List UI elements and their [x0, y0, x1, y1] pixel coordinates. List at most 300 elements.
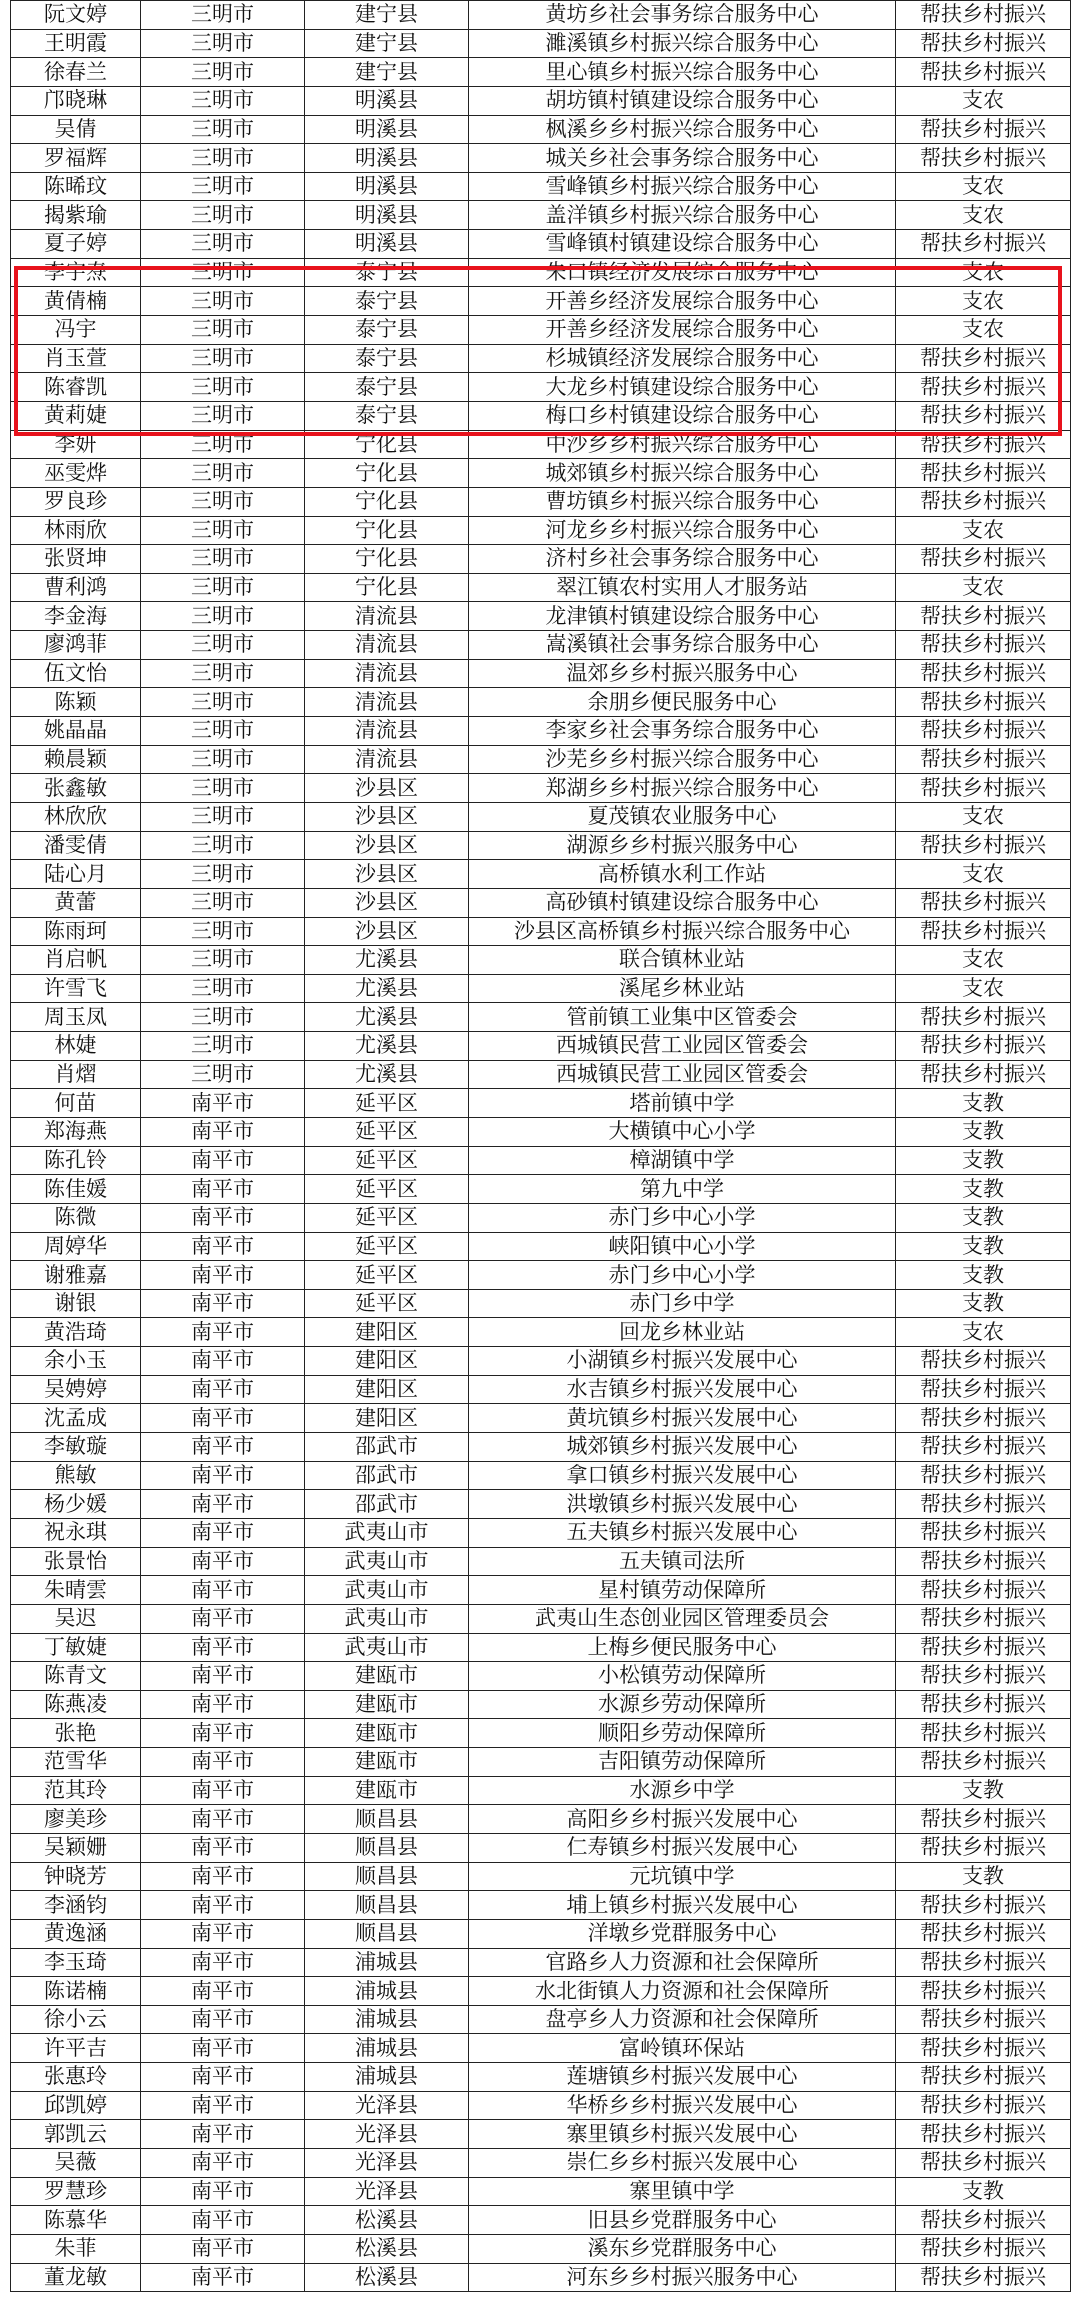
unit-cell: 富岭镇环保站 [469, 2034, 896, 2063]
table-row [11, 2206, 1071, 2235]
name-cell: 罗良珍 [11, 487, 141, 516]
city-cell: 三明市 [141, 602, 305, 631]
table-row [11, 2149, 1071, 2178]
county-cell: 建瓯市 [305, 1662, 469, 1691]
city-cell: 南平市 [141, 1461, 305, 1490]
county-cell: 延平区 [305, 1089, 469, 1118]
table-row [11, 1518, 1071, 1547]
city-cell: 三明市 [141, 688, 305, 717]
county-cell: 延平区 [305, 1117, 469, 1146]
county-cell: 松溪县 [305, 2234, 469, 2263]
unit-cell: 上梅乡便民服务中心 [469, 1633, 896, 1662]
county-cell: 建阳区 [305, 1404, 469, 1433]
unit-cell: 寨里镇乡村振兴发展中心 [469, 2120, 896, 2149]
county-cell: 光泽县 [305, 2149, 469, 2178]
type-cell: 帮扶乡村振兴 [896, 1690, 1071, 1719]
city-cell: 南平市 [141, 1834, 305, 1863]
unit-cell: 塔前镇中学 [469, 1089, 896, 1118]
type-cell: 帮扶乡村振兴 [896, 659, 1071, 688]
name-cell: 郭凯云 [11, 2120, 141, 2149]
name-cell: 张鑫敏 [11, 774, 141, 803]
city-cell: 三明市 [141, 1003, 305, 1032]
unit-cell: 城郊镇乡村振兴发展中心 [469, 1433, 896, 1462]
name-cell: 肖启帆 [11, 946, 141, 975]
type-cell: 帮扶乡村振兴 [896, 344, 1071, 373]
table-row [11, 745, 1071, 774]
city-cell: 南平市 [141, 1261, 305, 1290]
table-row [11, 29, 1071, 58]
table-row [11, 1690, 1071, 1719]
unit-cell: 溪尾乡林业站 [469, 974, 896, 1003]
county-cell: 尤溪县 [305, 1003, 469, 1032]
table-row [11, 2005, 1071, 2034]
county-cell: 尤溪县 [305, 1060, 469, 1089]
unit-cell: 赤门乡中学 [469, 1289, 896, 1318]
county-cell: 顺昌县 [305, 1862, 469, 1891]
type-cell: 支农 [896, 86, 1071, 115]
city-cell: 南平市 [141, 1948, 305, 1977]
city-cell: 三明市 [141, 487, 305, 516]
table-row [11, 946, 1071, 975]
county-cell: 延平区 [305, 1289, 469, 1318]
name-cell: 董龙敏 [11, 2263, 141, 2292]
unit-cell: 高砂镇村镇建设综合服务中心 [469, 888, 896, 917]
county-cell: 顺昌县 [305, 1834, 469, 1863]
unit-cell: 开善乡经济发展综合服务中心 [469, 316, 896, 345]
type-cell: 帮扶乡村振兴 [896, 29, 1071, 58]
unit-cell: 华桥乡乡村振兴发展中心 [469, 2091, 896, 2120]
table-row [11, 917, 1071, 946]
county-cell: 武夷山市 [305, 1576, 469, 1605]
county-cell: 延平区 [305, 1146, 469, 1175]
table-row [11, 1318, 1071, 1347]
table-row [11, 1, 1071, 30]
type-cell: 支农 [896, 172, 1071, 201]
name-cell: 范其玲 [11, 1776, 141, 1805]
county-cell: 明溪县 [305, 201, 469, 230]
type-cell: 帮扶乡村振兴 [896, 1547, 1071, 1576]
type-cell: 帮扶乡村振兴 [896, 745, 1071, 774]
unit-cell: 武夷山生态创业园区管理委员会 [469, 1604, 896, 1633]
type-cell: 支农 [896, 1318, 1071, 1347]
table-row [11, 373, 1071, 402]
table-row [11, 344, 1071, 373]
type-cell: 帮扶乡村振兴 [896, 917, 1071, 946]
name-cell: 巫雯烨 [11, 459, 141, 488]
type-cell: 帮扶乡村振兴 [896, 373, 1071, 402]
type-cell: 帮扶乡村振兴 [896, 831, 1071, 860]
type-cell: 帮扶乡村振兴 [896, 1404, 1071, 1433]
county-cell: 沙县区 [305, 917, 469, 946]
unit-cell: 西城镇民营工业园区管委会 [469, 1060, 896, 1089]
name-cell: 徐小云 [11, 2005, 141, 2034]
table-row [11, 2034, 1071, 2063]
unit-cell: 洪墩镇乡村振兴发展中心 [469, 1490, 896, 1519]
name-cell: 黄倩楠 [11, 287, 141, 316]
name-cell: 许平吉 [11, 2034, 141, 2063]
city-cell: 三明市 [141, 917, 305, 946]
county-cell: 浦城县 [305, 2063, 469, 2092]
type-cell: 帮扶乡村振兴 [896, 459, 1071, 488]
county-cell: 泰宁县 [305, 258, 469, 287]
unit-cell: 龙津镇村镇建设综合服务中心 [469, 602, 896, 631]
city-cell: 南平市 [141, 1433, 305, 1462]
type-cell: 帮扶乡村振兴 [896, 2206, 1071, 2235]
name-cell: 徐春兰 [11, 58, 141, 87]
name-cell: 祝永琪 [11, 1518, 141, 1547]
name-cell: 沈孟成 [11, 1404, 141, 1433]
unit-cell: 顺阳乡劳动保障所 [469, 1719, 896, 1748]
type-cell: 帮扶乡村振兴 [896, 545, 1071, 574]
name-cell: 李敏璇 [11, 1433, 141, 1462]
name-cell: 朱菲 [11, 2234, 141, 2263]
name-cell: 黄蕾 [11, 888, 141, 917]
type-cell: 支教 [896, 1862, 1071, 1891]
table-row [11, 631, 1071, 660]
county-cell: 浦城县 [305, 2034, 469, 2063]
county-cell: 清流县 [305, 717, 469, 746]
county-cell: 邵武市 [305, 1433, 469, 1462]
unit-cell: 李家乡社会事务综合服务中心 [469, 717, 896, 746]
table-row [11, 1919, 1071, 1948]
type-cell: 帮扶乡村振兴 [896, 1719, 1071, 1748]
table-row [11, 1289, 1071, 1318]
type-cell: 帮扶乡村振兴 [896, 688, 1071, 717]
city-cell: 三明市 [141, 631, 305, 660]
city-cell: 南平市 [141, 1604, 305, 1633]
type-cell: 帮扶乡村振兴 [896, 631, 1071, 660]
type-cell: 帮扶乡村振兴 [896, 1805, 1071, 1834]
unit-cell: 盘亭乡人力资源和社会保障所 [469, 2005, 896, 2034]
city-cell: 三明市 [141, 946, 305, 975]
name-cell: 张艳 [11, 1719, 141, 1748]
unit-cell: 吉阳镇劳动保障所 [469, 1748, 896, 1777]
county-cell: 浦城县 [305, 1977, 469, 2006]
table-row [11, 1060, 1071, 1089]
table-row [11, 58, 1071, 87]
unit-cell: 西城镇民营工业园区管委会 [469, 1032, 896, 1061]
name-cell: 肖玉萱 [11, 344, 141, 373]
table-row [11, 974, 1071, 1003]
name-cell: 王明霞 [11, 29, 141, 58]
table-row [11, 1662, 1071, 1691]
county-cell: 建宁县 [305, 29, 469, 58]
county-cell: 顺昌县 [305, 1891, 469, 1920]
unit-cell: 大横镇中心小学 [469, 1117, 896, 1146]
table-row [11, 1490, 1071, 1519]
county-cell: 泰宁县 [305, 373, 469, 402]
table-row [11, 1891, 1071, 1920]
name-cell: 夏子婷 [11, 230, 141, 259]
city-cell: 南平市 [141, 1547, 305, 1576]
unit-cell: 回龙乡林业站 [469, 1318, 896, 1347]
city-cell: 南平市 [141, 1203, 305, 1232]
type-cell: 帮扶乡村振兴 [896, 1490, 1071, 1519]
city-cell: 三明市 [141, 1, 305, 30]
city-cell: 南平市 [141, 1089, 305, 1118]
city-cell: 南平市 [141, 1805, 305, 1834]
name-cell: 曹利鸿 [11, 573, 141, 602]
table-row [11, 115, 1071, 144]
city-cell: 三明市 [141, 172, 305, 201]
name-cell: 伍文怡 [11, 659, 141, 688]
type-cell: 支农 [896, 516, 1071, 545]
name-cell: 陆心月 [11, 860, 141, 889]
unit-cell: 盖洋镇乡村振兴综合服务中心 [469, 201, 896, 230]
type-cell: 支农 [896, 258, 1071, 287]
county-cell: 泰宁县 [305, 344, 469, 373]
unit-cell: 赤门乡中心小学 [469, 1203, 896, 1232]
table-row [11, 487, 1071, 516]
county-cell: 建瓯市 [305, 1690, 469, 1719]
name-cell: 陈诺楠 [11, 1977, 141, 2006]
table-row [11, 230, 1071, 259]
table-row [11, 1576, 1071, 1605]
unit-cell: 曹坊镇乡村振兴综合服务中心 [469, 487, 896, 516]
county-cell: 武夷山市 [305, 1518, 469, 1547]
name-cell: 李玉琦 [11, 1948, 141, 1977]
name-cell: 冯宇 [11, 316, 141, 345]
table-row [11, 2120, 1071, 2149]
table-row [11, 2063, 1071, 2092]
type-cell: 帮扶乡村振兴 [896, 1433, 1071, 1462]
type-cell: 帮扶乡村振兴 [896, 58, 1071, 87]
county-cell: 泰宁县 [305, 287, 469, 316]
city-cell: 南平市 [141, 1919, 305, 1948]
city-cell: 三明市 [141, 831, 305, 860]
name-cell: 潘雯倩 [11, 831, 141, 860]
city-cell: 南平市 [141, 1891, 305, 1920]
city-cell: 南平市 [141, 2091, 305, 2120]
table-body [11, 1, 1071, 2292]
city-cell: 三明市 [141, 373, 305, 402]
unit-cell: 旧县乡党群服务中心 [469, 2206, 896, 2235]
name-cell: 黄浩琦 [11, 1318, 141, 1347]
county-cell: 宁化县 [305, 430, 469, 459]
county-cell: 沙县区 [305, 888, 469, 917]
unit-cell: 洋墩乡党群服务中心 [469, 1919, 896, 1948]
county-cell: 光泽县 [305, 2120, 469, 2149]
name-cell: 林雨欣 [11, 516, 141, 545]
type-cell: 支农 [896, 802, 1071, 831]
table-row [11, 287, 1071, 316]
type-cell: 帮扶乡村振兴 [896, 774, 1071, 803]
name-cell: 李涵钧 [11, 1891, 141, 1920]
table-row [11, 2091, 1071, 2120]
city-cell: 三明市 [141, 58, 305, 87]
county-cell: 武夷山市 [305, 1604, 469, 1633]
name-cell: 何苗 [11, 1089, 141, 1118]
table-row [11, 1604, 1071, 1633]
city-cell: 南平市 [141, 2034, 305, 2063]
county-cell: 泰宁县 [305, 316, 469, 345]
city-cell: 南平市 [141, 1862, 305, 1891]
city-cell: 三明市 [141, 1032, 305, 1061]
unit-cell: 崇仁乡乡村振兴发展中心 [469, 2149, 896, 2178]
unit-cell: 峡阳镇中心小学 [469, 1232, 896, 1261]
type-cell: 支教 [896, 1175, 1071, 1204]
name-cell: 张贤坤 [11, 545, 141, 574]
city-cell: 南平市 [141, 1977, 305, 2006]
name-cell: 李宇焘 [11, 258, 141, 287]
type-cell: 帮扶乡村振兴 [896, 1662, 1071, 1691]
city-cell: 南平市 [141, 1633, 305, 1662]
type-cell: 支农 [896, 573, 1071, 602]
name-cell: 陈雨珂 [11, 917, 141, 946]
unit-cell: 水北街镇人力资源和社会保障所 [469, 1977, 896, 2006]
table-row [11, 1003, 1071, 1032]
name-cell: 陈颖 [11, 688, 141, 717]
table-row [11, 459, 1071, 488]
table-row [11, 1375, 1071, 1404]
table-row [11, 316, 1071, 345]
type-cell: 帮扶乡村振兴 [896, 1518, 1071, 1547]
type-cell: 支教 [896, 1289, 1071, 1318]
county-cell: 建阳区 [305, 1318, 469, 1347]
table-row [11, 1261, 1071, 1290]
name-cell: 赖晨颖 [11, 745, 141, 774]
unit-cell: 五夫镇司法所 [469, 1547, 896, 1576]
table-row [11, 1232, 1071, 1261]
unit-cell: 城郊镇乡村振兴综合服务中心 [469, 459, 896, 488]
city-cell: 三明市 [141, 144, 305, 173]
table-row [11, 1862, 1071, 1891]
county-cell: 延平区 [305, 1261, 469, 1290]
unit-cell: 黄坑镇乡村振兴发展中心 [469, 1404, 896, 1433]
type-cell: 支教 [896, 1776, 1071, 1805]
type-cell: 帮扶乡村振兴 [896, 1919, 1071, 1948]
name-cell: 吴倩 [11, 115, 141, 144]
name-cell: 林欣欣 [11, 802, 141, 831]
county-cell: 明溪县 [305, 115, 469, 144]
type-cell: 帮扶乡村振兴 [896, 2263, 1071, 2292]
name-cell: 范雪华 [11, 1748, 141, 1777]
table-row [11, 172, 1071, 201]
unit-cell: 雪峰镇乡村振兴综合服务中心 [469, 172, 896, 201]
unit-cell: 第九中学 [469, 1175, 896, 1204]
name-cell: 丁敏婕 [11, 1633, 141, 1662]
type-cell: 帮扶乡村振兴 [896, 1748, 1071, 1777]
unit-cell: 梅口乡村镇建设综合服务中心 [469, 401, 896, 430]
type-cell: 支教 [896, 1203, 1071, 1232]
county-cell: 宁化县 [305, 545, 469, 574]
type-cell: 帮扶乡村振兴 [896, 1060, 1071, 1089]
name-cell: 陈燕凌 [11, 1690, 141, 1719]
table-row [11, 1977, 1071, 2006]
unit-cell: 樟湖镇中学 [469, 1146, 896, 1175]
city-cell: 三明市 [141, 802, 305, 831]
unit-cell: 沙县区高桥镇乡村振兴综合服务中心 [469, 917, 896, 946]
type-cell: 帮扶乡村振兴 [896, 1032, 1071, 1061]
city-cell: 三明市 [141, 316, 305, 345]
table-row [11, 774, 1071, 803]
name-cell: 吴迟 [11, 1604, 141, 1633]
type-cell: 支农 [896, 974, 1071, 1003]
unit-cell: 黄坊乡社会事务综合服务中心 [469, 1, 896, 30]
unit-cell: 朱口镇经济发展综合服务中心 [469, 258, 896, 287]
county-cell: 沙县区 [305, 831, 469, 860]
county-cell: 宁化县 [305, 487, 469, 516]
name-cell: 阮文婷 [11, 1, 141, 30]
name-cell: 周婷华 [11, 1232, 141, 1261]
table-row [11, 144, 1071, 173]
unit-cell: 莲塘镇乡村振兴发展中心 [469, 2063, 896, 2092]
table-row [11, 717, 1071, 746]
county-cell: 明溪县 [305, 230, 469, 259]
county-cell: 武夷山市 [305, 1547, 469, 1576]
unit-cell: 余朋乡便民服务中心 [469, 688, 896, 717]
name-cell: 林婕 [11, 1032, 141, 1061]
unit-cell: 开善乡经济发展综合服务中心 [469, 287, 896, 316]
table-row [11, 1547, 1071, 1576]
table-row [11, 1203, 1071, 1232]
county-cell: 尤溪县 [305, 946, 469, 975]
unit-cell: 官路乡人力资源和社会保障所 [469, 1948, 896, 1977]
city-cell: 南平市 [141, 1347, 305, 1376]
city-cell: 南平市 [141, 1289, 305, 1318]
county-cell: 浦城县 [305, 1948, 469, 1977]
city-cell: 三明市 [141, 717, 305, 746]
county-cell: 邵武市 [305, 1490, 469, 1519]
type-cell: 帮扶乡村振兴 [896, 401, 1071, 430]
city-cell: 南平市 [141, 1690, 305, 1719]
name-cell: 李金海 [11, 602, 141, 631]
type-cell: 帮扶乡村振兴 [896, 2091, 1071, 2120]
unit-cell: 管前镇工业集中区管委会 [469, 1003, 896, 1032]
table-row [11, 802, 1071, 831]
city-cell: 南平市 [141, 2149, 305, 2178]
city-cell: 南平市 [141, 1375, 305, 1404]
county-cell: 明溪县 [305, 172, 469, 201]
unit-cell: 水源乡劳动保障所 [469, 1690, 896, 1719]
county-cell: 沙县区 [305, 774, 469, 803]
city-cell: 南平市 [141, 2063, 305, 2092]
city-cell: 南平市 [141, 2206, 305, 2235]
city-cell: 三明市 [141, 659, 305, 688]
type-cell: 帮扶乡村振兴 [896, 1375, 1071, 1404]
type-cell: 帮扶乡村振兴 [896, 2063, 1071, 2092]
county-cell: 建宁县 [305, 58, 469, 87]
type-cell: 帮扶乡村振兴 [896, 1576, 1071, 1605]
name-cell: 谢雅嘉 [11, 1261, 141, 1290]
city-cell: 三明市 [141, 287, 305, 316]
table-row [11, 1948, 1071, 1977]
city-cell: 三明市 [141, 430, 305, 459]
table-row [11, 545, 1071, 574]
name-cell: 张惠玲 [11, 2063, 141, 2092]
type-cell: 帮扶乡村振兴 [896, 2149, 1071, 2178]
type-cell: 支农 [896, 316, 1071, 345]
unit-cell: 城关乡社会事务综合服务中心 [469, 144, 896, 173]
city-cell: 南平市 [141, 2177, 305, 2206]
county-cell: 光泽县 [305, 2177, 469, 2206]
type-cell: 帮扶乡村振兴 [896, 2005, 1071, 2034]
type-cell: 帮扶乡村振兴 [896, 1948, 1071, 1977]
county-cell: 清流县 [305, 745, 469, 774]
city-cell: 三明市 [141, 516, 305, 545]
table-row [11, 659, 1071, 688]
table-row [11, 401, 1071, 430]
name-cell: 陈睿凯 [11, 373, 141, 402]
table-row [11, 831, 1071, 860]
type-cell: 帮扶乡村振兴 [896, 1347, 1071, 1376]
type-cell: 帮扶乡村振兴 [896, 2120, 1071, 2149]
city-cell: 南平市 [141, 1175, 305, 1204]
unit-cell: 枫溪乡乡村振兴综合服务中心 [469, 115, 896, 144]
name-cell: 张景怡 [11, 1547, 141, 1576]
name-cell: 揭紫瑜 [11, 201, 141, 230]
unit-cell: 河东乡乡村振兴服务中心 [469, 2263, 896, 2292]
